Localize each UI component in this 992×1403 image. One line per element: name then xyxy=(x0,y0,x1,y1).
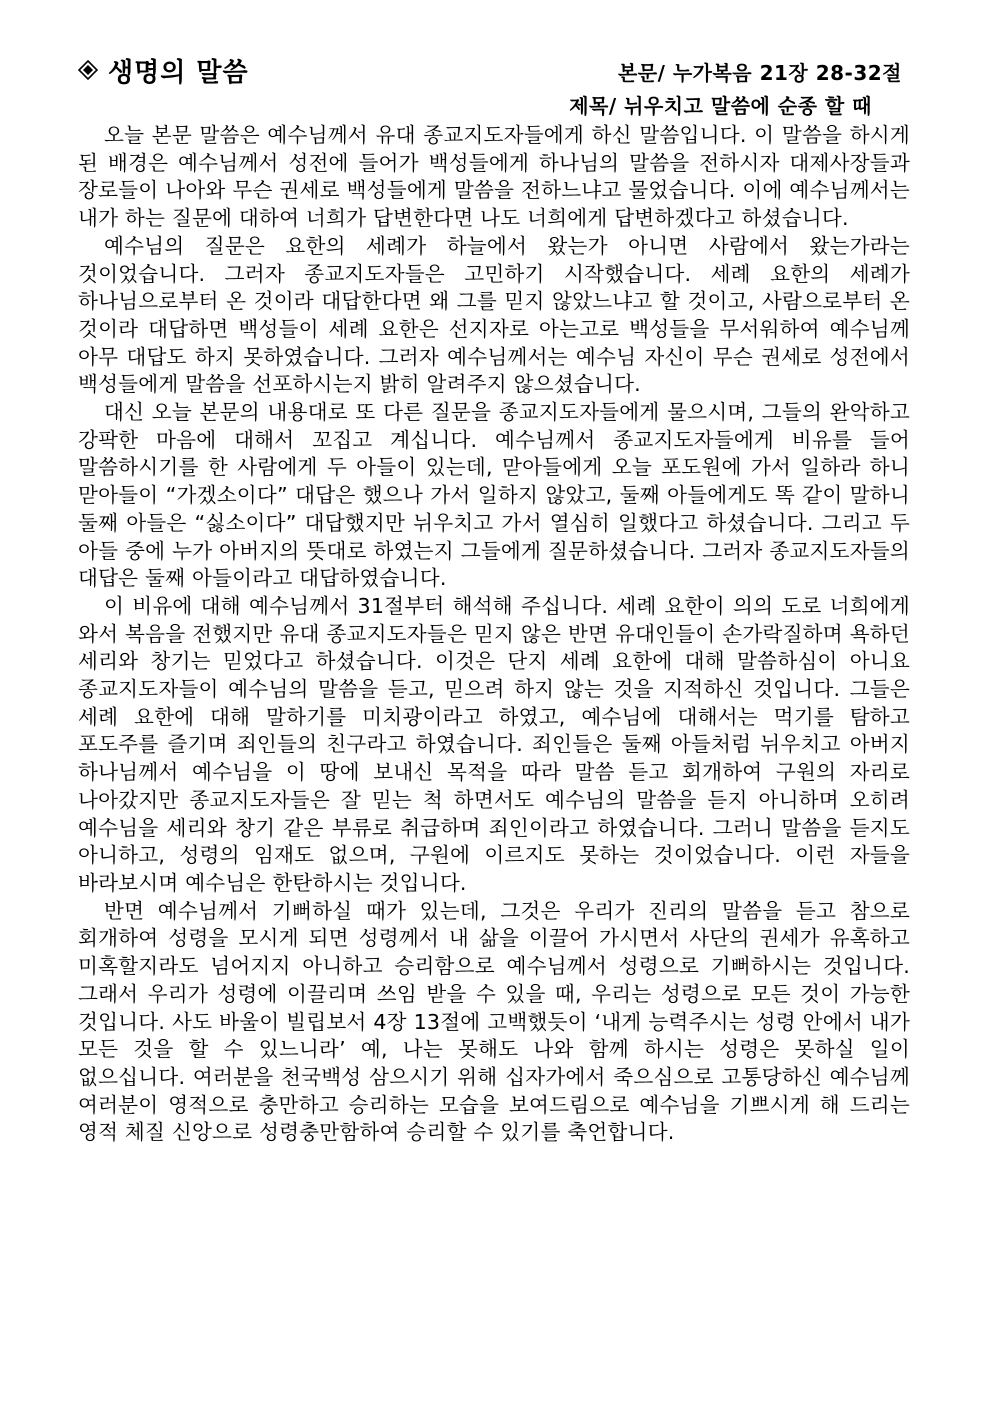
scripture-reference: 본문/ 누가복음 21장 28-32절 xyxy=(617,61,902,85)
sermon-body xyxy=(78,122,910,1147)
diamond-bullet-icon xyxy=(78,60,98,80)
paragraph: 예수님의 질문은 요한의 세례가 하늘에서 왔는가 아니면 사람에서 왔는가라는 것이었습니다. 그러자 종교지도자들은 고민하기 시작했습니다. 세례 요한의 세례가 하나님으로부터 온 것이라 대답한다면 왜 그를 믿지 않았느냐고 할 것이고, 사람으로부터 온 것이라 대답하면 백성들이 세례 요한은 선지자로 아는고로 백성들을 무서워하여 예수님께 아무 대답도 하지 못하였습니다. 그러자 예수님께서는 예수님 자신이 무슨 권세로 성전에서 백성들에게 말씀을 선포하시는지 밝히 알려주지 않으셨습니다. xyxy=(78,233,910,397)
paragraph: 오늘 본문 말씀은 예수님께서 유대 종교지도자들에게 하신 말씀입니다. 이 말씀을 하시게 된 배경은 예수님께서 성전에 들어가 백성들에게 하나님의 말씀을 전하시자 대제사장들과 장로들이 나아와 무슨 권세로 백성들에게 말씀을 전하느냐고 물었습니다. 이에 예수님께서는 내가 하는 질문에 대하여 너희가 답변한다면 나도 너희에게 답변하겠다고 하셨습니다. xyxy=(78,123,910,231)
paragraph: 대신 오늘 본문의 내용대로 또 다른 질문을 종교지도자들에게 물으시며, 그들의 완악하고 강팍한 마음에 대해서 꼬집고 계십니다. 예수님께서 종교지도자들에게 비유를 들어 말씀하시기를 한 사람에게 두 아들이 있는데, 맏아들에게 오늘 포도원에 가서 일하라 하니 맏아들이 “가겠소이다” 대답은 했으나 가서 일하지 않았고, 둘째 아들에게도 똑 같이 말하니 둘째 아들은 “싫소이다” 대답했지만 뉘우치고 가서 열심히 일했다고 하셨습니다. 그리고 두 아들 중에 누가 아버지의 뜻대로 하였는지 그들에게 질문하셨습니다. 그러자 종교지도자들의 대답은 둘째 아들이라고 대답하였습니다. xyxy=(78,400,910,591)
sermon-subject: 제목/ 뉘우치고 말씀에 순종 할 때 xyxy=(569,94,872,118)
section-title: 생명의 말씀 xyxy=(108,57,249,88)
section-heading xyxy=(78,50,249,90)
paragraph: 이 비유에 대해 예수님께서 31절부터 해석해 주십니다. 세례 요한이 의의 도로 너희에게 와서 복음을 전했지만 유대 종교지도자들은 믿지 않은 반면 유대인들이 손가락질하며 욕하던 세리와 창기는 믿었다고 하셨습니다. 이것은 단지 세례 요한에 대해 말씀하심이 아니요 종교지도자들이 예수님의 말씀을 듣고, 믿으려 하지 않는 것을 지적하신 것입니다. 그들은 세례 요한에 대해 말하기를 미치광이라고 하였고, 예수님에 대해서는 먹기를 탐하고 포도주를 즐기며 죄인들의 친구라고 하였습니다. 죄인들은 둘째 아들처럼 뉘우치고 아버지 하나님께서 예수님을 이 땅에 보내신 목적을 따라 말씀 듣고 회개하여 구원의 자리로 나아갔지만 종교지도자들은 잘 믿는 척 하면서도 예수님의 말씀을 듣지 아니하며 오히려 예수님을 세리와 창기 같은 부류로 취급하며 죄인이라고 하였습니다. 그러니 말씀을 듣지도 아니하고, 성령의 임재도 없으며, 구원에 이르지도 못하는 것이었습니다. 이런 자들을 바라보시며 예수님은 한탄하시는 것입니다. xyxy=(78,593,910,895)
paragraph: 반면 예수님께서 기뻐하실 때가 있는데, 그것은 우리가 진리의 말씀을 듣고 참으로 회개하여 성령을 모시게 되면 성령께서 내 삶을 이끌어 가시면서 사단의 권세가 유혹하고 미혹할지라도 넘어지지 아니하고 승리함으로 예수님께서 성령으로 기뻐하시는 것입니다. 그래서 우리가 성령에 이끌리며 쓰임 받을 수 있을 때, 우리는 성령으로 모든 것이 가능한 것입니다. 사도 바울이 빌립보서 4장 13절에 고백했듯이 ‘내게 능력주시는 성령 안에서 내가 모든 것을 할 수 있느니라’ 예, 나는 못해도 나와 함께 하시는 성령은 못하실 일이 없으십니다. 여러분을 천국백성 삼으시기 위해 십자가에서 죽으심으로 고통당하신 예수님께 여러분이 영적으로 충만하고 승리하는 모습을 보여드림으로 예수님을 기쁘시게 해 드리는 영적 체질 신앙으로 성령충만함하여 승리할 수 있기를 축언합니다. xyxy=(78,898,910,1145)
